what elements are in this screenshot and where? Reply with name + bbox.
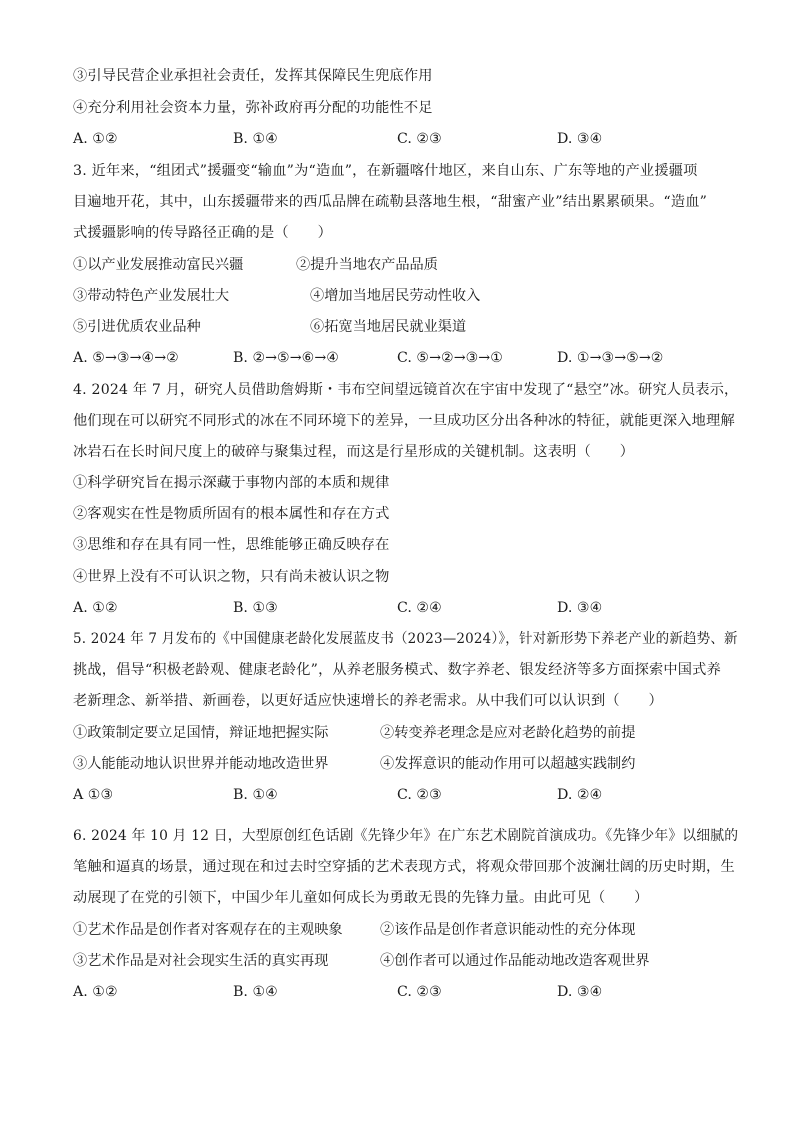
option-text: ④世界上没有不可认识之物，只有尚未被认识之物 — [73, 569, 390, 585]
choice-c: C. ⑤→②→③→① — [397, 350, 503, 366]
choice-c: C. ②③ — [397, 787, 442, 803]
question-stem: 他们现在可以研究不同形式的冰在不同环境下的差异，一旦成功区分出各种冰的特征，就能更深入地理解 — [73, 413, 735, 429]
option-text: ②提升当地农产品品质 — [296, 257, 438, 273]
choice-b: B. ②→⑤→⑥→④ — [233, 350, 339, 366]
option-text: ①以产业发展推动富民兴疆 — [73, 257, 244, 273]
option-text: ①科学研究旨在揭示深藏于事物内部的本质和规律 — [73, 475, 390, 491]
question-stem: 4. 2024 年 7 月，研究人员借助詹姆斯・韦布空间望远镜首次在宇宙中发现了“悬空”冰。研究人员表示， — [73, 382, 739, 398]
choice-d: D. ③④ — [557, 131, 603, 147]
choice-c: C. ②③ — [397, 984, 442, 1000]
choice-b: B. ①③ — [233, 600, 278, 616]
choice-a: A. ①② — [73, 131, 118, 147]
question-stem: 老新理念、新举措、新画卷，以更好适应快速增长的养老需求。从中我们可以认识到（ ） — [73, 693, 663, 709]
choice-d: D. ②④ — [557, 787, 603, 803]
choice-d: D. ③④ — [557, 984, 603, 1000]
option-text: ④充分利用社会资本力量，弥补政府再分配的功能性不足 — [73, 100, 433, 116]
choice-a: A. ⑤→③→④→② — [73, 350, 179, 366]
option-text: ⑤引进优质农业品种 — [73, 319, 201, 335]
option-text: ③人能能动地认识世界并能动地改造世界 — [73, 756, 329, 772]
choice-a: A. ①② — [73, 984, 118, 1000]
option-text: ①艺术作品是创作者对客观存在的主观映象 — [73, 922, 343, 938]
question-stem: 笔触和逼真的场景，通过现在和过去时空穿插的艺术表现方式，将观众带回那个波澜壮阔的历史时期，生 — [73, 859, 735, 875]
choice-c: C. ②④ — [397, 600, 442, 616]
option-text: ②转变养老理念是应对老龄化趋势的前提 — [380, 725, 636, 741]
option-text: ④发挥意识的能动作用可以超越实践制约 — [380, 756, 636, 772]
option-text: ④增加当地居民劳动性收入 — [310, 288, 481, 304]
choice-a: A. ①② — [73, 600, 118, 616]
choice-d: D. ①→③→⑤→② — [557, 350, 664, 366]
choice-b: B. ①④ — [233, 131, 278, 147]
option-text: ③带动特色产业发展壮大 — [73, 288, 230, 304]
option-text: ②该作品是创作者意识能动性的充分体现 — [380, 922, 636, 938]
option-text: ③艺术作品是对社会现实生活的真实再现 — [73, 953, 329, 969]
choice-a: A ①③ — [73, 787, 114, 803]
choice-c: C. ②③ — [397, 131, 442, 147]
question-stem: 6. 2024 年 10 月 12 日，大型原创红色话剧《先锋少年》在广东艺术剧院首演成功。《先锋少年》以细腻的 — [73, 828, 739, 844]
question-stem: 冰岩石在长时间尺度上的破碎与聚集过程，而这是行星形成的关键机制。这表明（ ） — [73, 444, 635, 460]
question-stem: 3. 近年来，“组团式”援疆变“输血”为“造血”，在新疆喀什地区，来自山东、广东等地的产业援疆项 — [73, 163, 698, 179]
option-text: ③思维和存在具有同一性，思维能够正确反映存在 — [73, 537, 390, 553]
option-text: ①政策制定要立足国情，辩证地把握实际 — [73, 725, 329, 741]
question-stem: 5. 2024 年 7 月发布的《中国健康老龄化发展蓝皮书（2023—2024）》，针对新形势下养老产业的新趋势、新 — [73, 631, 738, 647]
choice-d: D. ③④ — [557, 600, 603, 616]
question-stem: 目遍地开花，其中，山东援疆带来的西瓜品牌在疏勒县落地生根，“甜蜜产业”结出累累硕果。“造血” — [73, 194, 708, 210]
option-text: ④创作者可以通过作品能动地改造客观世界 — [380, 953, 650, 969]
option-text: ⑥拓宽当地居民就业渠道 — [310, 319, 467, 335]
option-text: ②客观实在性是物质所固有的根本属性和存在方式 — [73, 506, 390, 522]
question-stem: 挑战，倡导“积极老龄观、健康老龄化”，从养老服务模式、数字养老、银发经济等多方面探索中国式养 — [73, 662, 721, 678]
question-stem: 式援疆影响的传导路径正确的是（ ） — [73, 225, 332, 241]
question-stem: 动展现了在党的引领下，中国少年儿童如何成长为勇敢无畏的先锋力量。由此可见（ ） — [73, 890, 649, 906]
option-text: ③引导民营企业承担社会责任，发挥其保障民生兜底作用 — [73, 68, 433, 84]
choice-b: B. ①④ — [233, 984, 278, 1000]
choice-b: B. ①④ — [233, 787, 278, 803]
